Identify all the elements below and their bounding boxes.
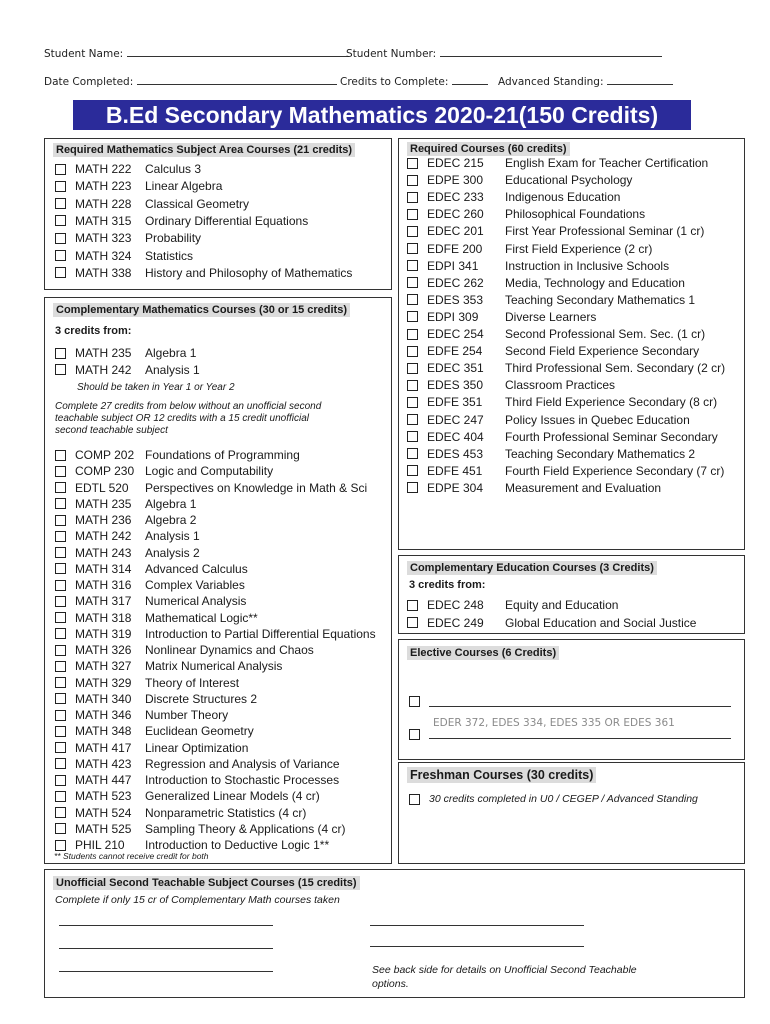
checkbox[interactable] (55, 758, 66, 769)
course-item (407, 326, 706, 342)
course-name: Third Field Experience Secondary (8 cr) (505, 395, 718, 410)
student-name-field[interactable] (127, 47, 349, 57)
unofficial-line-5[interactable] (370, 946, 584, 947)
course-name: Equity and Education (505, 598, 619, 612)
course-item (407, 172, 633, 188)
checkbox[interactable] (55, 710, 66, 721)
unofficial-line-1[interactable] (59, 925, 273, 926)
course-name: Perspectives on Knowledge in Math & Sci (145, 480, 368, 495)
course-name: Algebra 1 (145, 346, 197, 360)
checkbox[interactable] (55, 547, 66, 558)
freshman-heading: Freshman Courses (30 credits) (407, 767, 596, 783)
elective-hint: EDER 372, EDES 334, EDES 335 OR EDES 361 (433, 717, 675, 729)
course-item (407, 309, 597, 325)
advanced-standing-label: Advanced Standing: (498, 76, 604, 88)
complete-note-line-3: second teachable subject (55, 425, 168, 436)
course-code: MATH 242 (75, 362, 132, 377)
credits-to-complete-row (340, 75, 488, 88)
course-code: EDFE 200 (427, 241, 483, 256)
checkbox[interactable] (407, 414, 418, 425)
complementary-education-heading: Complementary Education Courses (3 Credits) (407, 561, 657, 575)
back-note-line-2: options. (372, 978, 409, 990)
course-item (55, 691, 258, 707)
checkbox[interactable] (407, 346, 418, 357)
course-name: Discrete Structures 2 (145, 691, 258, 706)
course-name: Introduction to Stochastic Processes (145, 773, 340, 787)
checkbox[interactable] (407, 175, 418, 186)
course-item (55, 707, 229, 723)
student-number-label: Student Number: (346, 48, 437, 60)
freshman-box (398, 762, 745, 864)
course-name: Philosophical Foundations (505, 207, 646, 222)
checkbox[interactable] (407, 482, 418, 493)
checkbox[interactable] (55, 482, 66, 493)
course-name: Diverse Learners (505, 309, 597, 324)
course-code: EDEC 254 (427, 327, 484, 341)
course-code: MATH 323 (75, 231, 132, 246)
course-item (407, 394, 718, 410)
course-name: Policy Issues in Quebec Education (505, 412, 690, 427)
course-item (407, 189, 621, 205)
course-name: Global Education and Social Justice (505, 615, 697, 630)
course-name: Media, Technology and Education (505, 275, 685, 290)
course-item (407, 360, 726, 376)
page-title: B.Ed Secondary Mathematics 2020-21(150 Credits) (105, 102, 659, 128)
course-item (407, 223, 705, 239)
course-name: First Field Experience (2 cr) (505, 241, 653, 256)
checkbox[interactable] (55, 164, 66, 175)
course-name: Advanced Calculus (145, 561, 248, 576)
course-name: Matrix Numerical Analysis (145, 659, 283, 674)
checkbox[interactable] (55, 233, 66, 244)
course-item (55, 642, 314, 658)
course-item (55, 740, 249, 756)
course-item (407, 275, 685, 291)
complementary-math-heading: Complementary Mathematics Courses (30 or 15 credits) (53, 303, 350, 317)
course-code: MATH 235 (75, 496, 132, 511)
course-name: Classroom Practices (505, 378, 616, 393)
course-item (55, 345, 197, 361)
elective-row-2 (409, 726, 429, 742)
course-code: EDPI 309 (427, 309, 479, 324)
complementary-education-box (398, 555, 745, 634)
date-completed-label: Date Completed: (44, 76, 134, 88)
date-completed-row (44, 75, 337, 88)
course-item (55, 788, 320, 804)
course-code: MATH 447 (75, 773, 132, 787)
course-name: English Exam for Teacher Certification (505, 156, 709, 170)
course-item (55, 610, 258, 626)
course-name: Logic and Computability (145, 464, 274, 479)
advanced-standing-row (498, 75, 673, 88)
course-item (407, 597, 619, 613)
course-name: Foundations of Programming (145, 448, 300, 462)
checkbox[interactable] (407, 363, 418, 374)
course-name: Linear Optimization (145, 740, 249, 755)
course-code: MATH 329 (75, 675, 132, 690)
checkbox[interactable] (55, 807, 66, 818)
course-name: Educational Psychology (505, 173, 633, 188)
course-code: EDEC 262 (427, 275, 484, 290)
course-name: Instruction in Inclusive Schools (505, 258, 670, 273)
course-code: MATH 525 (75, 821, 132, 836)
checkbox[interactable] (55, 498, 66, 509)
checkbox[interactable] (55, 450, 66, 461)
course-code: MATH 316 (75, 578, 132, 592)
checkbox[interactable] (407, 380, 418, 391)
course-item (55, 161, 202, 177)
required-courses-heading: Required Courses (60 credits) (407, 142, 570, 156)
freshman-item (409, 791, 698, 807)
course-name: Statistics (145, 248, 194, 263)
course-name: Second Field Experience Secondary (505, 344, 700, 359)
course-code: MATH 222 (75, 162, 132, 176)
course-name: Generalized Linear Models (4 cr) (145, 789, 320, 804)
course-code: MATH 314 (75, 561, 132, 576)
course-name: Measurement and Evaluation (505, 480, 662, 495)
complete-note-line-2: teachable subject OR 12 credits with a 15 credit unofficial (55, 413, 310, 424)
course-item (407, 155, 709, 171)
course-item (55, 463, 274, 479)
course-name: Teaching Secondary Mathematics 2 (505, 446, 696, 461)
course-item (407, 463, 725, 479)
credits-to-complete-label: Credits to Complete: (340, 76, 449, 88)
elective-box (398, 639, 745, 760)
course-item (55, 512, 197, 528)
course-code: EDPE 304 (427, 480, 484, 495)
checkbox[interactable] (55, 348, 66, 359)
complementary-education-three-from: 3 credits from: (409, 579, 486, 591)
checkbox[interactable] (55, 661, 66, 672)
course-name: Indigenous Education (505, 190, 621, 205)
course-name: Probability (145, 231, 202, 246)
checkbox[interactable] (407, 158, 418, 169)
course-item (55, 756, 340, 772)
course-item (55, 593, 247, 609)
checkbox[interactable] (55, 677, 66, 688)
course-code: MATH 340 (75, 691, 132, 706)
course-item (55, 772, 340, 788)
course-item (55, 230, 202, 246)
checkbox[interactable] (407, 397, 418, 408)
course-code: MATH 242 (75, 529, 132, 544)
course-name: Analysis 2 (145, 545, 200, 560)
checkbox[interactable] (55, 726, 66, 737)
unofficial-line-4[interactable] (370, 925, 584, 926)
course-code: MATH 318 (75, 610, 132, 625)
footnote: ** Students cannot receive credit for both (54, 851, 209, 861)
course-name: Fourth Professional Seminar Secondary (505, 429, 718, 444)
course-item (407, 480, 662, 496)
course-code: MATH 327 (75, 659, 132, 674)
course-code: MATH 315 (75, 213, 132, 228)
course-code: COMP 202 (75, 448, 135, 462)
student-name-label: Student Name: (44, 48, 124, 60)
course-name: Third Professional Sem. Secondary (2 cr) (505, 361, 726, 376)
course-item (55, 362, 200, 378)
course-item (407, 258, 670, 274)
advanced-standing-field[interactable] (607, 75, 673, 85)
course-code: MATH 317 (75, 594, 132, 609)
complete-note-line-1: Complete 27 credits from below without an unofficial second (55, 401, 322, 412)
checkbox[interactable] (407, 431, 418, 442)
checkbox[interactable] (409, 794, 420, 805)
complementary-math-box (44, 297, 392, 864)
course-code: EDES 350 (427, 378, 484, 393)
checkbox[interactable] (407, 260, 418, 271)
course-code: MATH 243 (75, 545, 132, 560)
course-name: Mathematical Logic** (145, 610, 258, 625)
required-courses-box (398, 138, 745, 550)
checkbox[interactable] (407, 448, 418, 459)
course-item (407, 206, 646, 222)
course-code: EDFE 351 (427, 395, 483, 410)
complementary-math-three-from: 3 credits from: (55, 325, 132, 337)
checkbox[interactable] (55, 364, 66, 375)
checkbox[interactable] (55, 775, 66, 786)
course-code: EDEC 201 (427, 224, 484, 239)
course-code: EDES 353 (427, 292, 484, 307)
unofficial-line-3[interactable] (59, 971, 273, 972)
credits-to-complete-field[interactable] (452, 75, 488, 85)
course-item (55, 805, 307, 821)
course-name: First Year Professional Seminar (1 cr) (505, 224, 705, 239)
course-code: EDEC 215 (427, 156, 484, 170)
course-code: EDEC 233 (427, 190, 484, 205)
course-code: EDPI 341 (427, 258, 479, 273)
course-code: MATH 326 (75, 643, 132, 657)
date-completed-field[interactable] (137, 75, 337, 85)
course-item (55, 626, 376, 642)
checkbox[interactable] (407, 209, 418, 220)
student-name-row (44, 47, 349, 60)
checkbox[interactable] (409, 696, 420, 707)
course-item (407, 412, 690, 428)
course-name: Complex Variables (145, 578, 245, 592)
course-name: Nonparametric Statistics (4 cr) (145, 805, 307, 820)
checkbox[interactable] (55, 840, 66, 851)
course-name: Euclidean Geometry (145, 724, 254, 739)
checkbox[interactable] (407, 311, 418, 322)
checkbox[interactable] (407, 465, 418, 476)
checkbox[interactable] (55, 515, 66, 526)
course-name: Calculus 3 (145, 162, 202, 176)
elective-row-1 (409, 693, 429, 709)
checkbox[interactable] (55, 645, 66, 656)
course-item (55, 447, 300, 463)
checkbox[interactable] (55, 628, 66, 639)
checkbox[interactable] (407, 226, 418, 237)
freshman-item-label: 30 credits completed in U0 / CEGEP / Advanced Standing (429, 793, 698, 805)
course-item (55, 480, 368, 496)
course-item (55, 675, 240, 691)
checkbox[interactable] (55, 181, 66, 192)
course-name: Sampling Theory & Applications (4 cr) (145, 821, 346, 836)
unofficial-line-2[interactable] (59, 948, 273, 949)
course-name: Teaching Secondary Mathematics 1 (505, 292, 696, 307)
elective-heading: Elective Courses (6 Credits) (407, 646, 559, 660)
course-name: Number Theory (145, 708, 229, 722)
course-code: MATH 319 (75, 626, 132, 641)
course-item (407, 429, 718, 445)
checkbox[interactable] (55, 742, 66, 753)
course-name: Linear Algebra (145, 179, 223, 194)
checkbox[interactable] (55, 250, 66, 261)
elective-line-2[interactable] (429, 738, 731, 739)
unofficial-teachable-heading: Unofficial Second Teachable Subject Courses (15 credits) (53, 876, 360, 890)
course-item (55, 178, 223, 194)
course-code: MATH 346 (75, 708, 132, 722)
course-item (55, 265, 353, 281)
course-name: Analysis 1 (145, 362, 200, 377)
checkbox[interactable] (55, 823, 66, 834)
course-name: Analysis 1 (145, 529, 200, 544)
course-item (55, 723, 254, 739)
title-band (73, 100, 691, 130)
checkbox[interactable] (55, 580, 66, 591)
course-item (55, 821, 346, 837)
checkbox[interactable] (407, 294, 418, 305)
required-math-heading: Required Mathematics Subject Area Courses (21 credits) (53, 143, 355, 157)
checkbox[interactable] (55, 612, 66, 623)
course-name: Introduction to Partial Differential Equations (145, 626, 376, 641)
checkbox[interactable] (407, 243, 418, 254)
course-code: MATH 223 (75, 179, 132, 194)
course-code: MATH 338 (75, 265, 132, 280)
unofficial-teachable-note: Complete if only 15 cr of Complementary Math courses taken (55, 894, 340, 906)
checkbox[interactable] (407, 617, 418, 628)
course-code: MATH 236 (75, 513, 132, 527)
course-name: Classical Geometry (145, 196, 250, 211)
course-item (55, 196, 250, 212)
course-code: MATH 324 (75, 248, 132, 263)
course-item (55, 561, 248, 577)
checkbox[interactable] (409, 729, 420, 740)
course-name: History and Philosophy of Mathematics (145, 265, 353, 280)
course-code: EDFE 254 (427, 344, 483, 359)
student-number-row (346, 47, 662, 60)
course-code: MATH 524 (75, 805, 132, 820)
course-item (55, 545, 200, 561)
course-code: EDEC 249 (427, 615, 484, 630)
course-name: Nonlinear Dynamics and Chaos (145, 643, 314, 657)
course-name: Algebra 1 (145, 496, 197, 511)
course-item (407, 377, 616, 393)
course-name: Theory of Interest (145, 675, 240, 690)
course-item (407, 615, 697, 631)
checkbox[interactable] (407, 600, 418, 611)
course-item (407, 343, 700, 359)
checkbox[interactable] (55, 267, 66, 278)
course-name: Second Professional Sem. Sec. (1 cr) (505, 327, 706, 341)
checkbox[interactable] (55, 531, 66, 542)
course-item (407, 241, 653, 257)
course-code: MATH 348 (75, 724, 132, 739)
course-name: Ordinary Differential Equations (145, 213, 309, 228)
checkbox[interactable] (55, 215, 66, 226)
checkbox[interactable] (55, 466, 66, 477)
checkbox[interactable] (55, 693, 66, 704)
course-code: MATH 423 (75, 756, 132, 771)
course-code: EDEC 247 (427, 412, 484, 427)
checkbox[interactable] (55, 198, 66, 209)
course-code: MATH 523 (75, 789, 132, 804)
course-code: EDEC 404 (427, 429, 484, 444)
course-name: Numerical Analysis (145, 594, 247, 609)
course-code: EDEC 248 (427, 598, 484, 612)
back-note-line-1: See back side for details on Unofficial Second Teachable (372, 964, 637, 976)
checkbox[interactable] (407, 192, 418, 203)
course-item (55, 213, 309, 229)
course-code: EDPE 300 (427, 173, 484, 188)
course-name: Fourth Field Experience Secondary (7 cr) (505, 463, 725, 478)
course-item (55, 658, 283, 674)
unofficial-teachable-box (44, 869, 745, 998)
course-item (55, 248, 194, 264)
course-code: EDES 453 (427, 446, 484, 461)
checkbox[interactable] (55, 791, 66, 802)
course-name: Algebra 2 (145, 513, 197, 527)
course-item (55, 496, 197, 512)
year-note: Should be taken in Year 1 or Year 2 (77, 382, 235, 393)
course-name: Regression and Analysis of Variance (145, 756, 340, 771)
course-item (55, 577, 245, 593)
required-math-box (44, 138, 392, 290)
course-item (407, 292, 696, 308)
student-number-field[interactable] (440, 47, 662, 57)
course-code: EDEC 351 (427, 361, 484, 376)
elective-line-1[interactable] (429, 706, 731, 707)
course-item (407, 446, 696, 462)
course-code: MATH 235 (75, 346, 132, 360)
checkbox[interactable] (55, 596, 66, 607)
checkbox[interactable] (407, 329, 418, 340)
checkbox[interactable] (407, 277, 418, 288)
course-code: MATH 228 (75, 196, 132, 211)
course-code: EDFE 451 (427, 463, 483, 478)
checkbox[interactable] (55, 563, 66, 574)
course-code: PHIL 210 (75, 838, 125, 852)
course-code: COMP 230 (75, 464, 135, 479)
course-name: Introduction to Deductive Logic 1** (145, 838, 330, 852)
course-item (55, 528, 200, 544)
course-code: MATH 417 (75, 740, 132, 755)
course-code: EDTL 520 (75, 480, 129, 495)
course-code: EDEC 260 (427, 207, 484, 222)
